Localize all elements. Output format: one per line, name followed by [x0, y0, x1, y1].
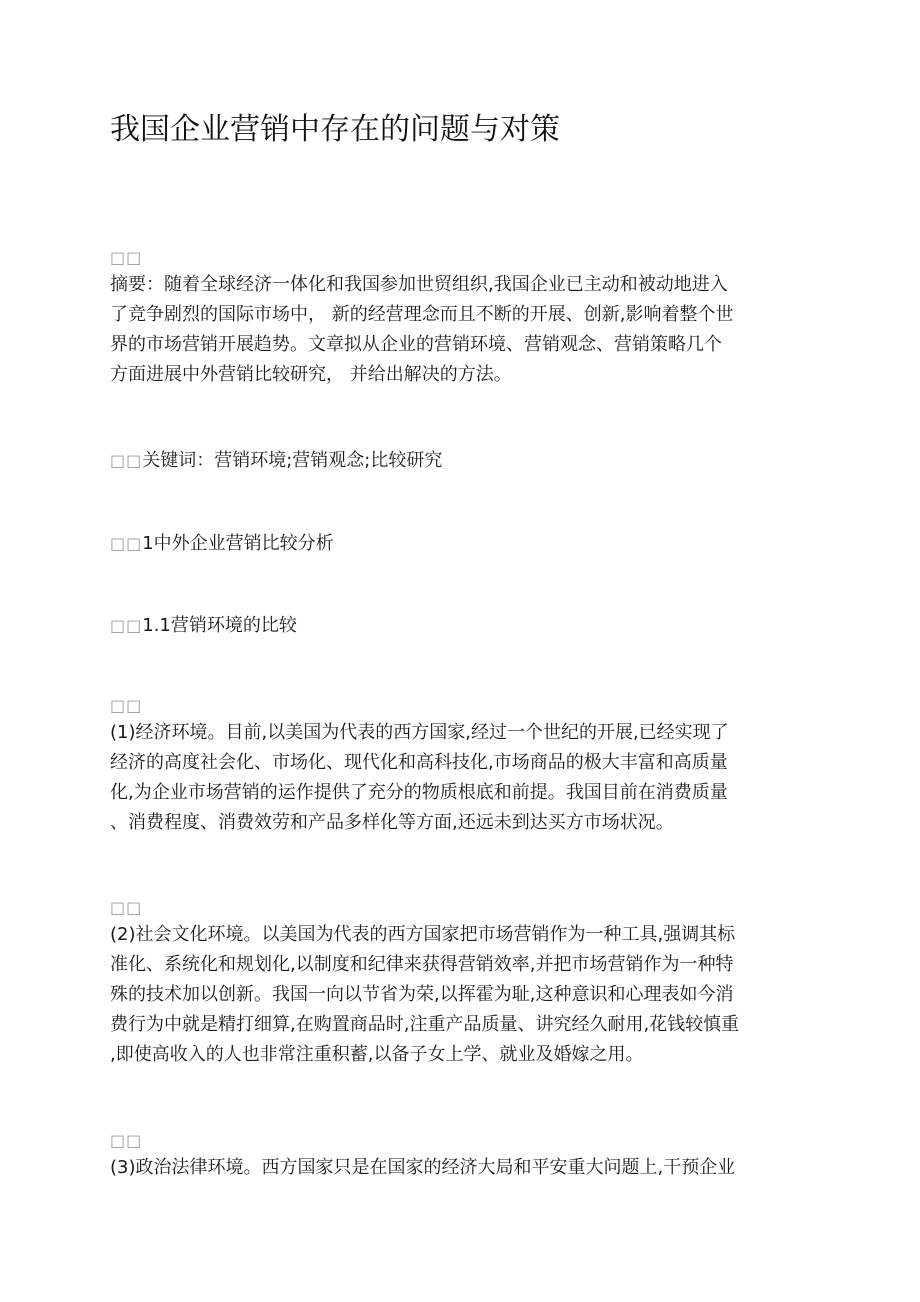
placeholder-glyph: □□	[110, 696, 143, 715]
section-heading-1	[110, 529, 815, 559]
section-heading-text: 1.1营销环境的比较	[142, 615, 297, 636]
placeholder-glyph: □□	[110, 616, 143, 635]
paragraph-line: 准化、系统化和规划化,以制度和纪律来获得营销效率,并把市场营销作为一种特	[110, 954, 734, 975]
abstract-block	[110, 246, 815, 390]
placeholder-glyph: □□	[110, 248, 143, 267]
paragraph-line: 费行为中就是精打细算,在购置商品时,注重产品质量、讲究经久耐用,花钱较慎重	[110, 1014, 740, 1035]
abstract-line: 摘要：随着全球经济一体化和我国参加世贸组织,我国企业已主动和被动地进入	[110, 274, 728, 295]
page-title: 我国企业营销中存在的问题与对策	[110, 112, 560, 147]
section-heading-text: 1中外企业营销比较分析	[142, 533, 334, 554]
paragraph-line: 殊的技术加以创新。我国一向以节省为荣,以挥霍为耻,这种意识和心理表如今消	[110, 984, 734, 1005]
paragraph-line: 经济的高度社会化、市场化、现代化和高科技化,市场商品的极大丰富和高质量	[110, 752, 728, 773]
section-heading-1-1	[110, 611, 815, 641]
paragraph-line: 、消费程度、消费效劳和产品多样化等方面,还远未到达买方市场状况。	[110, 812, 674, 833]
placeholder-glyph: □□	[110, 1131, 143, 1150]
abstract-line: 界的市场营销开展趋势。文章拟从企业的营销环境、营销观念、营销策略几个	[110, 334, 722, 355]
paragraph-social-culture	[110, 896, 815, 1070]
paragraph-line: (1)经济环境。目前,以美国为代表的西方国家,经过一个世纪的开展,已经实现了	[110, 722, 729, 743]
paragraph-line: 化,为企业市场营销的运作提供了充分的物质根底和前提。我国目前在消费质量	[110, 782, 728, 803]
placeholder-glyph: □□	[110, 898, 143, 917]
paragraph-economic	[110, 694, 815, 838]
paragraph-line: ,即使高收入的人也非常注重积蓄,以备子女上学、就业及婚嫁之用。	[110, 1044, 644, 1065]
paragraph-political-legal	[110, 1129, 815, 1183]
abstract-line: 了竞争剧烈的国际市场中， 新的经营理念而且不断的开展、创新,影响着整个世	[110, 304, 734, 325]
paragraph-line: (2)社会文化环境。以美国为代表的西方国家把市场营销作为一种工具,强调其标	[110, 924, 736, 945]
keywords-text: 关键词：营销环境;营销观念;比较研究	[142, 450, 443, 471]
abstract-line: 方面进展中外营销比较研究， 并给出解决的方法。	[110, 364, 512, 385]
paragraph-line: (3)政治法律环境。西方国家只是在国家的经济大局和平安重大问题上,干预企业	[110, 1157, 736, 1178]
placeholder-glyph: □□	[110, 451, 143, 470]
keywords-block	[110, 446, 815, 476]
placeholder-glyph: □□	[110, 534, 143, 553]
